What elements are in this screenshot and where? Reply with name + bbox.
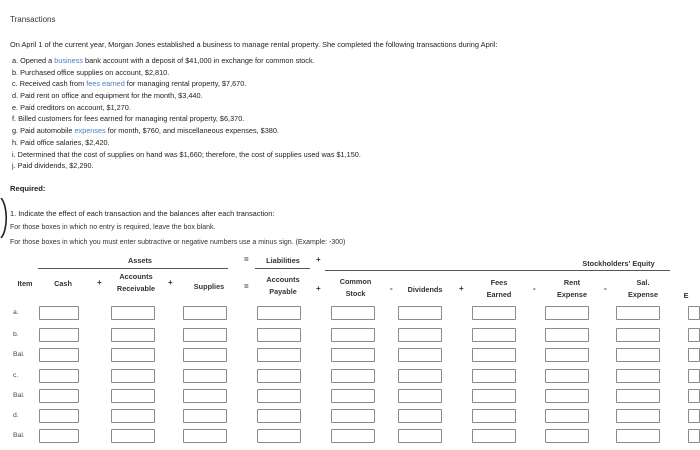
amount-input[interactable] [398, 369, 442, 383]
intro-text: On April 1 of the current year, Morgan Jones established a business to manage rental property. She completed the following transactions during April: [10, 40, 498, 49]
amount-input[interactable] [257, 369, 301, 383]
amount-input[interactable] [183, 429, 227, 443]
transaction-item: a. Opened a business bank account with a deposit of $41,000 in exchange for common stock. [12, 56, 315, 65]
amount-input[interactable] [331, 429, 375, 443]
transaction-item: g. Paid automobile expenses for month, $760, and miscellaneous expenses, $380. [12, 126, 279, 136]
minus-operator: - [390, 284, 393, 293]
col-common-stock: Common Stock [339, 277, 372, 298]
amount-input[interactable] [545, 369, 589, 383]
amount-input[interactable] [331, 369, 375, 383]
amount-input[interactable] [472, 348, 516, 362]
amount-input[interactable] [688, 348, 700, 362]
amount-input[interactable] [688, 429, 700, 443]
row-label: a. [13, 309, 19, 316]
transaction-item: h. Paid office salaries, $2,420. [12, 137, 110, 147]
col-accounts-receivable: Accounts Receivable [116, 272, 156, 293]
transaction-item: c. Received cash from fees earned for managing rental property, $7,670. [12, 79, 247, 89]
amount-input[interactable] [398, 328, 442, 342]
plus-operator: + [316, 255, 321, 264]
plus-operator: + [316, 284, 321, 293]
amount-input[interactable] [616, 389, 660, 403]
equity-rule [325, 270, 670, 271]
transaction-list [12, 55, 361, 172]
amount-input[interactable] [616, 429, 660, 443]
amount-input[interactable] [616, 409, 660, 423]
row-label: Bal. [13, 351, 25, 358]
amount-input[interactable] [257, 306, 301, 320]
amount-input[interactable] [331, 389, 375, 403]
glossary-link[interactable]: expenses [74, 126, 106, 136]
amount-input[interactable] [257, 389, 301, 403]
amount-input[interactable] [39, 429, 79, 443]
amount-input[interactable] [472, 429, 516, 443]
liabilities-header: Liabilities [266, 256, 300, 265]
amount-input[interactable] [39, 306, 79, 320]
amount-input[interactable] [111, 409, 155, 423]
amount-input[interactable] [39, 328, 79, 342]
amount-input[interactable] [257, 429, 301, 443]
assets-rule [38, 268, 228, 269]
row-label: b. [13, 331, 19, 338]
equity-header: Stockholders' Equity [582, 259, 655, 268]
amount-input[interactable] [398, 389, 442, 403]
equals-operator: = [244, 282, 249, 291]
amount-input[interactable] [111, 429, 155, 443]
amount-input[interactable] [688, 369, 700, 383]
row-label: d. [13, 412, 19, 419]
amount-input[interactable] [616, 328, 660, 342]
amount-input[interactable] [472, 389, 516, 403]
equals-operator: = [244, 255, 249, 264]
row-label: Bal. [13, 392, 25, 399]
amount-input[interactable] [545, 306, 589, 320]
amount-input[interactable] [616, 306, 660, 320]
amount-input[interactable] [111, 328, 155, 342]
amount-input[interactable] [257, 348, 301, 362]
amount-input[interactable] [398, 429, 442, 443]
amount-input[interactable] [39, 369, 79, 383]
amount-input[interactable] [257, 328, 301, 342]
liabilities-rule [255, 268, 310, 269]
amount-input[interactable] [472, 409, 516, 423]
amount-input[interactable] [331, 409, 375, 423]
amount-input[interactable] [688, 409, 700, 423]
amount-input[interactable] [183, 369, 227, 383]
amount-input[interactable] [472, 306, 516, 320]
glossary-link[interactable]: business [54, 56, 84, 65]
amount-input[interactable] [39, 348, 79, 362]
amount-input[interactable] [398, 306, 442, 320]
amount-input[interactable] [183, 409, 227, 423]
minus-operator: - [533, 284, 536, 293]
amount-input[interactable] [545, 409, 589, 423]
row-label: c. [13, 372, 19, 379]
transaction-item: j. Paid dividends, $2,290. [12, 161, 94, 171]
amount-input[interactable] [331, 348, 375, 362]
amount-input[interactable] [688, 389, 700, 403]
amount-input[interactable] [398, 348, 442, 362]
glossary-link[interactable]: fees earned [86, 79, 125, 89]
amount-input[interactable] [183, 328, 227, 342]
amount-input[interactable] [616, 348, 660, 362]
bracket-decoration [0, 198, 10, 238]
plus-operator: + [459, 284, 464, 293]
amount-input[interactable] [111, 369, 155, 383]
plus-operator: + [97, 278, 102, 287]
col-fees-earned: Fees Earned [486, 278, 512, 299]
instruction-blank: For those boxes in which no entry is required, leave the box blank. [10, 224, 216, 231]
amount-input[interactable] [616, 369, 660, 383]
question-1: 1. Indicate the effect of each transaction and the balances after each transaction: [10, 209, 275, 218]
plus-operator: + [168, 278, 173, 287]
amount-input[interactable] [545, 389, 589, 403]
transaction-item: e. Paid creditors on account, $1,270. [12, 102, 131, 112]
amount-input[interactable] [257, 409, 301, 423]
amount-input[interactable] [545, 348, 589, 362]
col-dividends: Dividends [407, 285, 443, 294]
amount-input[interactable] [183, 306, 227, 320]
amount-input[interactable] [183, 348, 227, 362]
transaction-item: f. Billed customers for fees earned for managing rental property, $6,370. [12, 114, 245, 124]
amount-input[interactable] [111, 348, 155, 362]
col-supplies: Supplies [193, 282, 225, 291]
page-title: Transactions [10, 15, 56, 24]
amount-input[interactable] [398, 409, 442, 423]
assets-header: Assets [128, 256, 152, 265]
amount-input[interactable] [39, 389, 79, 403]
transaction-item: d. Paid rent on office and equipment for the month, $3,440. [12, 91, 203, 101]
col-item: Item [17, 279, 33, 288]
amount-input[interactable] [545, 328, 589, 342]
amount-input[interactable] [688, 328, 700, 342]
amount-input[interactable] [688, 306, 700, 320]
row-label: Bal. [13, 432, 25, 439]
required-heading: Required: [10, 184, 46, 193]
col-accounts-payable: Accounts Payable [266, 275, 300, 296]
transaction-item: b. Purchased office supplies on account, $2,810. [12, 67, 170, 77]
amount-input[interactable] [183, 389, 227, 403]
col-rent-expense: Rent Expense [556, 278, 587, 299]
amount-input[interactable] [39, 409, 79, 423]
amount-input[interactable] [331, 306, 375, 320]
instruction-negative: For those boxes in which you must enter subtractive or negative numbers use a minus sign. (Example: -300) [10, 239, 346, 246]
col-salary-expense: Sal. Expense [627, 278, 658, 299]
amount-input[interactable] [472, 369, 516, 383]
amount-input[interactable] [111, 389, 155, 403]
amount-input[interactable] [331, 328, 375, 342]
transaction-item: i. Determined that the cost of supplies on hand was $1,660; therefore, the cost of supplies used was $1,150. [12, 149, 361, 159]
minus-operator: - [604, 284, 607, 293]
amount-input[interactable] [545, 429, 589, 443]
col-cutoff: E [683, 291, 689, 300]
amount-input[interactable] [111, 306, 155, 320]
col-cash: Cash [54, 279, 72, 288]
amount-input[interactable] [472, 328, 516, 342]
